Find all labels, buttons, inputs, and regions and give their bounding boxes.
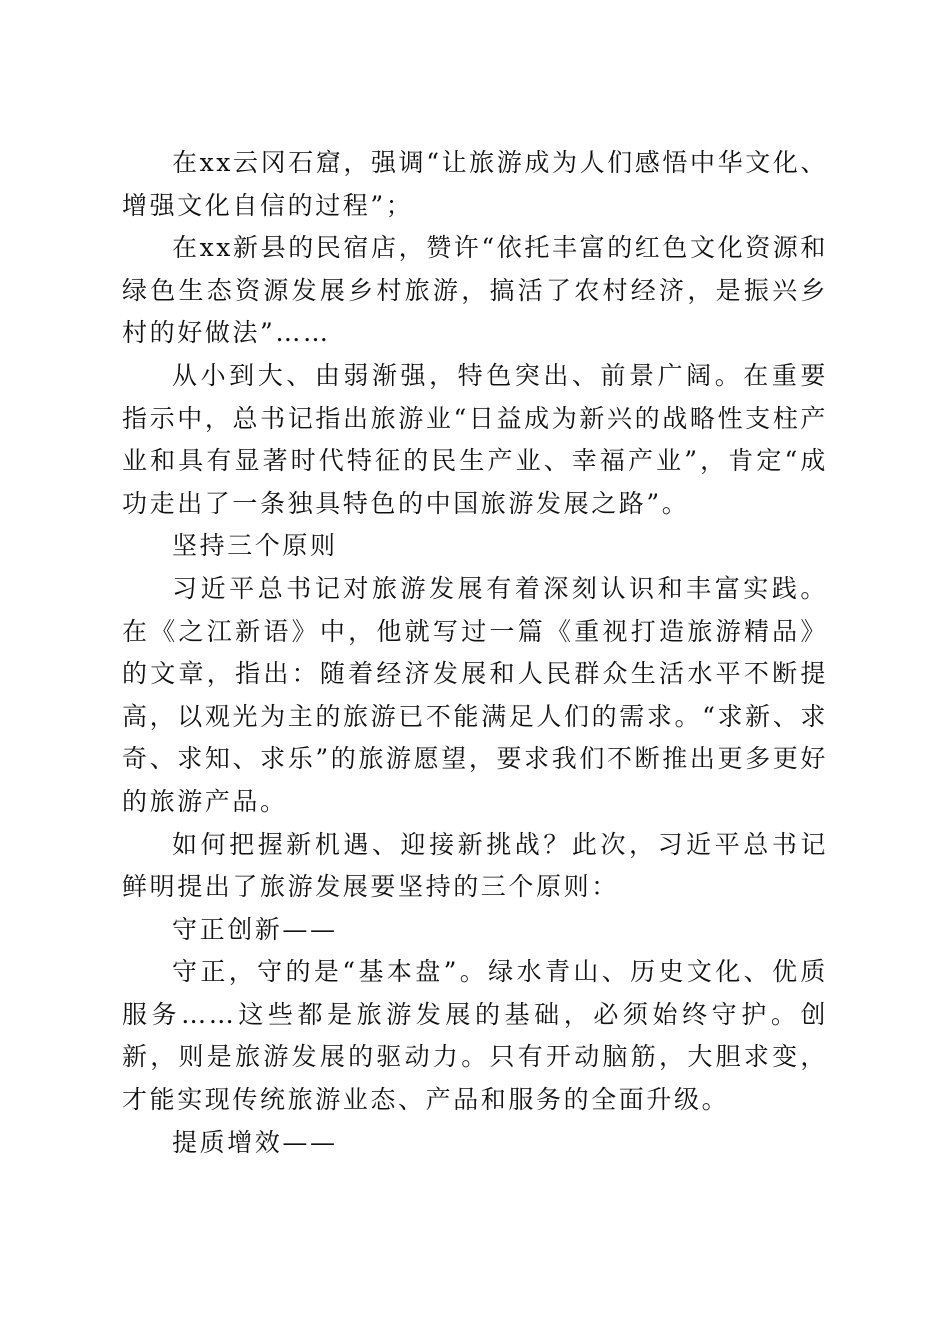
paragraph-new-opportunities: 如何把握新机遇、迎接新挑战？此次，习近平总书记鲜明提出了旅游发展要坚持的三个原则： xyxy=(122,829,828,902)
paragraph-zhijiang-xinyu: 习近平总书记对旅游发展有着深刻认识和丰富实践。在《之江新语》中，他就写过一篇《重视打造旅游精品》的文章，指出：随着经济发展和人民群众生活水平不断提高，以观光为主的旅游已不能满足人们的需求。“求新、求奇、求知、求乐”的旅游愿望，要求我们不断推出更多更好的旅游产品。 xyxy=(122,573,828,816)
document-body xyxy=(122,142,828,1164)
paragraph-yungang: 在xx云冈石窟，强调“让旅游成为人们感悟中华文化、增强文化自信的过程”； xyxy=(122,148,828,220)
paragraph-xinxian-homestay: 在xx新县的民宿店，赞许“依托丰富的红色文化资源和绿色生态资源发展乡村旅游，搞活了农村经济，是振兴乡村的好做法”…… xyxy=(122,233,828,348)
section-heading-three-principles: 坚持三个原则 xyxy=(172,531,338,561)
paragraph-innovation: 守正，守的是“基本盘”。绿水青山、历史文化、优质服务……这些都是旅游发展的基础，必须始终守护。创新，则是旅游发展的驱动力。只有开动脑筋，大胆求变，才能实现传统旅游业态、产品和服务的全面升级。 xyxy=(122,957,828,1115)
subheading-quality-efficiency: 提质增效—— xyxy=(172,1127,338,1157)
subheading-innovation: 守正创新—— xyxy=(172,914,338,944)
paragraph-tourism-growth: 从小到大、由弱渐强，特色突出、前景广阔。在重要指示中，总书记指出旅游业“日益成为新兴的战略性支柱产业和具有显著时代特征的民生产业、幸福产业”，肯定“成功走出了一条独具特色的中国旅游发展之路”。 xyxy=(122,360,828,518)
